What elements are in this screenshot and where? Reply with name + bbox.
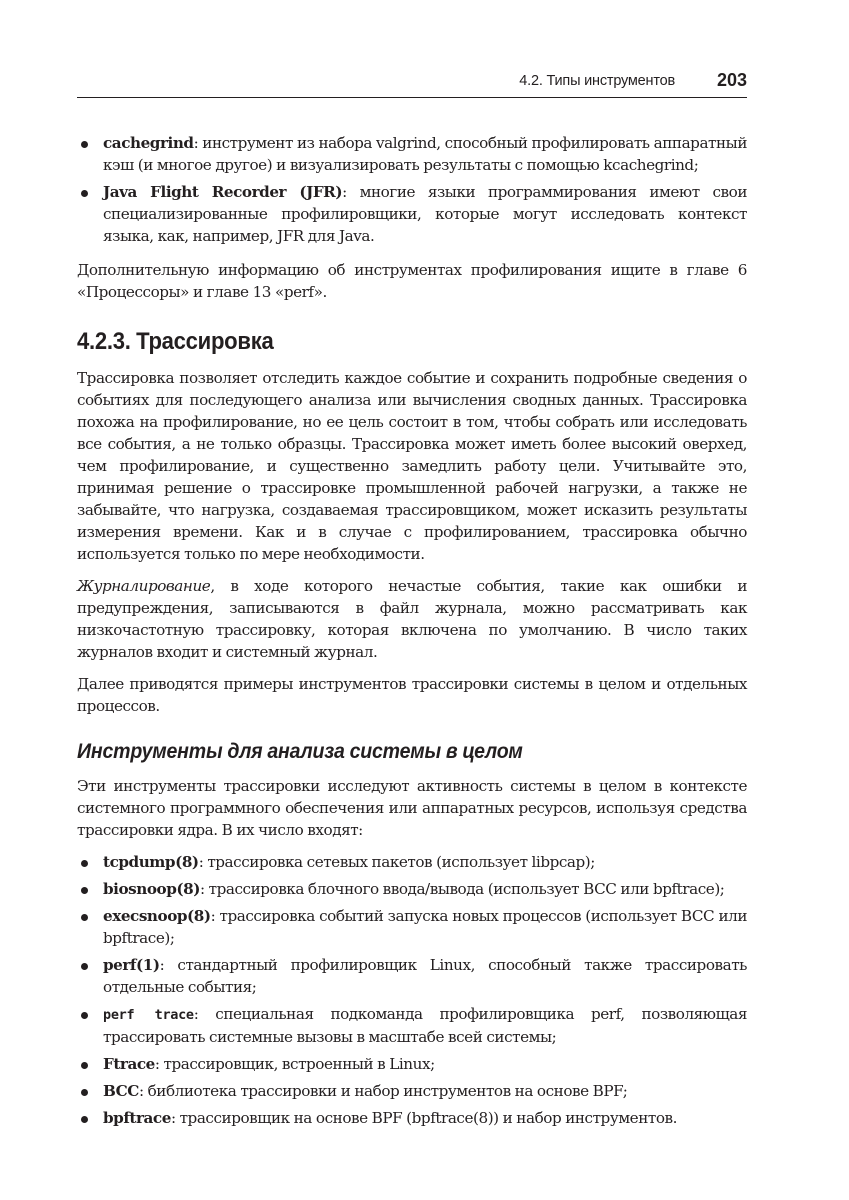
bullet-icon bbox=[81, 860, 88, 867]
list-item-term: perf trace bbox=[103, 1007, 194, 1023]
system-paragraph: Эти инструменты трассировки исследуют активность системы в целом в контексте системного программного обеспечения или аппаратных ресурсов, используя средства трассировки ядра. В их число входят: bbox=[77, 777, 747, 839]
list-item-text: : трассировка блочного ввода/вывода (использует BCC или bpftrace); bbox=[199, 880, 725, 898]
system-tools-list bbox=[77, 851, 747, 1129]
list-item bbox=[77, 132, 747, 176]
bullet-icon bbox=[81, 1062, 88, 1069]
list-item-term: perf(1) bbox=[103, 956, 160, 974]
list-item-term: biosnoop(8) bbox=[103, 880, 200, 898]
running-head bbox=[77, 70, 747, 94]
bullet-icon bbox=[81, 190, 88, 197]
top-bullet-list bbox=[77, 132, 747, 247]
list-item bbox=[77, 954, 747, 998]
list-item-term: execsnoop(8) bbox=[103, 907, 211, 925]
list-item bbox=[77, 181, 747, 247]
running-head-section: 4.2. Типы инструментов bbox=[519, 73, 675, 89]
list-item bbox=[77, 851, 747, 873]
bullet-icon bbox=[81, 141, 88, 148]
list-item-text: : трассировщик на основе BPF (bpftrace(8)) и набор инструментов. bbox=[170, 1109, 678, 1127]
list-item-text: : трассировщик, встроенный в Linux; bbox=[154, 1055, 435, 1073]
list-item-term: BCC bbox=[103, 1082, 139, 1100]
logging-text: , в ходе которого нечастые события, такие как ошибки и предупреждения, записываются в файл журнала, можно рассматривать как низкочастотную трассировку, которая включена по умолчанию. В число таких журналов входит и системный журнал. bbox=[77, 577, 747, 661]
list-item bbox=[77, 905, 747, 949]
list-item-text: : библиотека трассировки и набор инструментов на основе BPF; bbox=[138, 1082, 628, 1100]
list-item bbox=[77, 1003, 747, 1048]
header-rule bbox=[77, 97, 747, 98]
list-item-text: : трассировка сетевых пакетов (использует libpcap); bbox=[198, 853, 595, 871]
page-number: 203 bbox=[716, 70, 747, 90]
logging-term: Журналирование bbox=[77, 577, 211, 595]
bullet-icon bbox=[81, 887, 88, 894]
bullet-icon bbox=[81, 1116, 88, 1123]
list-item-text: : специальная подкоманда профилировщика perf, позволяющая трассировать системные вызовы в масштабе всей системы; bbox=[103, 1005, 747, 1046]
bullet-icon bbox=[81, 963, 88, 970]
logging-paragraph bbox=[77, 575, 747, 663]
subsection-heading: Инструменты для анализа системы в целом bbox=[77, 740, 523, 763]
list-item bbox=[77, 1080, 747, 1102]
bullet-icon bbox=[81, 914, 88, 921]
bullet-icon bbox=[81, 1012, 88, 1019]
page-content bbox=[77, 132, 747, 1141]
list-item-term: bpftrace bbox=[103, 1109, 171, 1127]
list-item bbox=[77, 1053, 747, 1075]
list-item-text: : трассировка событий запуска новых процессов (использует BCC или bpftrace); bbox=[103, 907, 747, 947]
intro-paragraph: Дополнительную информацию об инструментах профилирования ищите в главе 6 «Процессоры» и главе 13 «perf». bbox=[77, 261, 747, 301]
bullet-icon bbox=[81, 1089, 88, 1096]
list-item bbox=[77, 878, 747, 900]
tracing-paragraph: Трассировка позволяет отследить каждое событие и сохранить подробные сведения о событиях для последующего анализа или вычисления сводных данных. Трассировка похожа на профилирование, но ее цель состоит в том, чтобы собрать или исследовать все события, а не только образцы. Трассировка может иметь более высокий оверхед, чем профилирование, и существенно замедлить работу цели. Учитывайте это, принимая решение о трассировке промышленной рабочей нагрузки, а также не забывайте, что нагрузка, создаваемая трассировщиком, может исказить результаты измерения времени. Как и в случае с профилированием, трассировка обычно используется только по мере необходимости. bbox=[77, 369, 747, 563]
list-item-text: : стандартный профилировщик Linux, способный также трассировать отдельные события; bbox=[103, 956, 747, 996]
list-item bbox=[77, 1107, 747, 1129]
list-item-term: cachegrind bbox=[103, 134, 194, 152]
list-item-text: : инструмент из набора valgrind, способный профилировать аппаратный кэш (и многое другое) и визуализировать результаты с помощью kcachegrind; bbox=[103, 134, 747, 174]
examples-paragraph: Далее приводятся примеры инструментов трассировки системы в целом и отдельных процессов. bbox=[77, 675, 747, 715]
list-item-term: tcpdump(8) bbox=[103, 853, 199, 871]
list-item-text: : многие языки программирования имеют свои специализированные профилировщики, которые могут исследовать контекст языка, как, например, JFR для Java. bbox=[103, 183, 748, 245]
section-heading: 4.2.3. Трассировка bbox=[77, 328, 274, 355]
list-item-term: Java Flight Recorder (JFR) bbox=[103, 183, 343, 201]
list-item-term: Ftrace bbox=[103, 1055, 155, 1073]
